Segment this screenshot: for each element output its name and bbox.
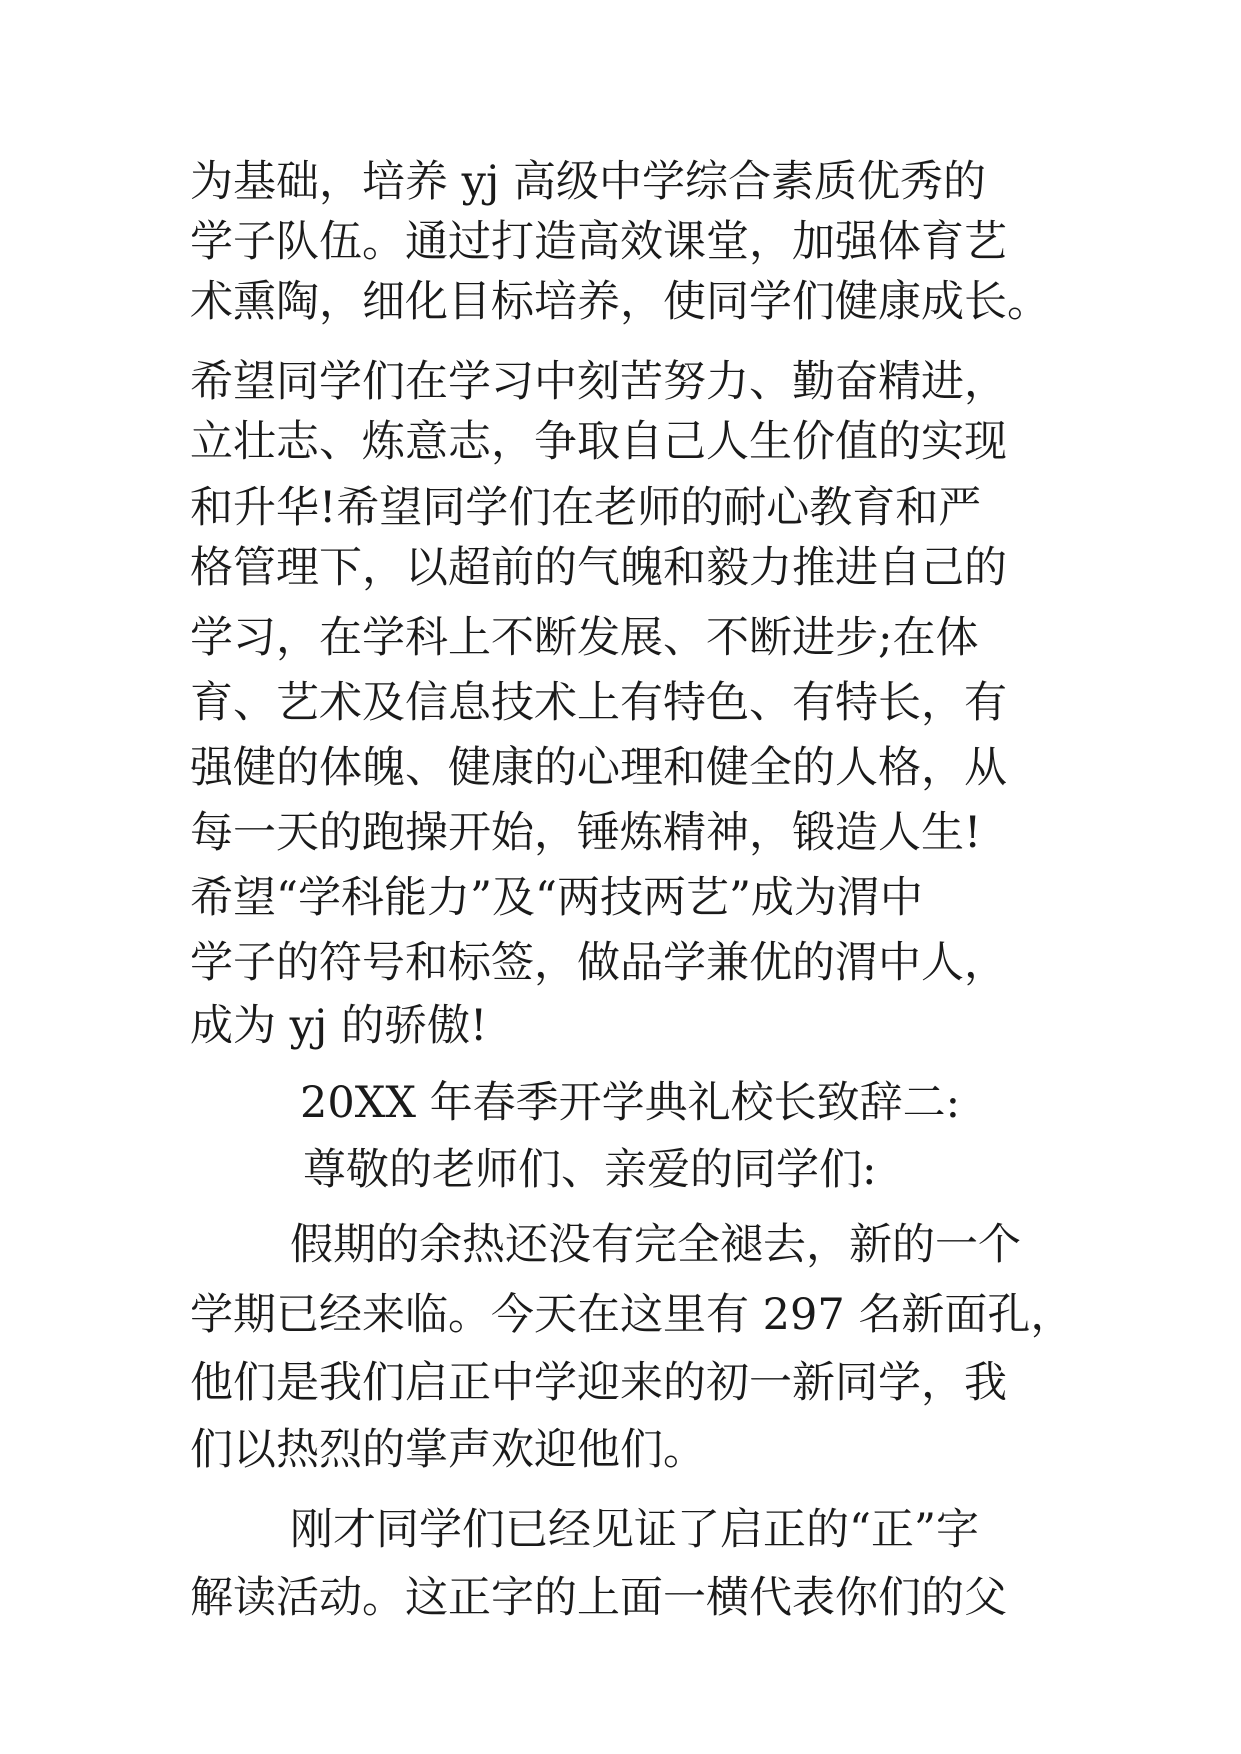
paragraph-line: 育、艺术及信息技术上有特色、有特长，有 <box>190 678 1007 728</box>
paragraph-line: 他们是我们启正中学迎来的初一新同学，我 <box>190 1358 1007 1408</box>
paragraph-line: 学习，在学科上不断发展、不断进步;在体 <box>190 613 979 663</box>
paragraph-line: 为基础，培养 yj 高级中学综合素质优秀的 <box>190 157 986 207</box>
paragraph-line: 强健的体魄、健康的心理和健全的人格，从 <box>190 743 1007 793</box>
paragraph-line: 希望“学科能力”及“两技两艺”成为渭中 <box>190 873 923 923</box>
paragraph-line: 学期已经来临。今天在这里有 297 名新面孔， <box>190 1290 1074 1340</box>
paragraph-line: 和升华!希望同学们在老师的耐心教育和严 <box>190 483 982 533</box>
paragraph-line: 术熏陶，细化目标培养，使同学们健康成长。 <box>190 277 1050 327</box>
paragraph-line: 们以热烈的掌声欢迎他们。 <box>190 1425 706 1475</box>
paragraph-line: 成为 yj 的骄傲! <box>190 1001 488 1051</box>
paragraph-line: 格管理下，以超前的气魄和毅力推进自己的 <box>190 543 1007 593</box>
paragraph-line: 学子队伍。通过打造高效课堂，加强体育艺 <box>190 217 1007 267</box>
paragraph-line: 立壮志、炼意志，争取自己人生价值的实现 <box>190 417 1007 467</box>
paragraph-line: 每一天的跑操开始，锤炼精神，锻造人生! <box>190 808 982 858</box>
section-title: 20XX 年春季开学典礼校长致辞二: <box>300 1078 961 1128</box>
paragraph-line: 假期的余热还没有完全褪去，新的一个 <box>290 1220 1021 1270</box>
salutation: 尊敬的老师们、亲爱的同学们: <box>303 1145 877 1195</box>
paragraph-line: 解读活动。这正字的上面一横代表你们的父 <box>190 1573 1007 1623</box>
paragraph-line: 刚才同学们已经见证了启正的“正”字 <box>290 1505 979 1555</box>
paragraph-line: 希望同学们在学习中刻苦努力、勤奋精进， <box>190 357 1007 407</box>
paragraph-line: 学子的符号和标签，做品学兼优的渭中人， <box>190 938 1007 988</box>
